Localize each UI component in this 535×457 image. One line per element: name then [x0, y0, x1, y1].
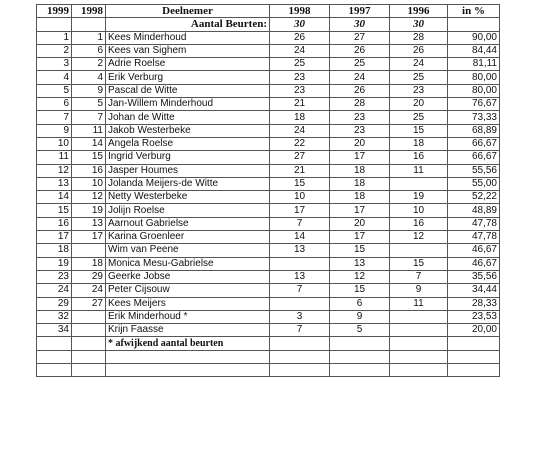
empty-cell [37, 337, 72, 350]
participant-name-cell: Peter Cijsouw [106, 284, 270, 297]
score-1997-cell: 28 [330, 98, 390, 111]
percentage-cell: 84,44 [448, 44, 500, 57]
rank-1998-cell [72, 244, 106, 257]
score-1997-cell: 18 [330, 164, 390, 177]
percentage-cell: 47,78 [448, 217, 500, 230]
score-1998-cell: 14 [270, 231, 330, 244]
rank-1999-cell: 7 [37, 111, 72, 124]
score-1996-cell: 26 [390, 44, 448, 57]
percentage-cell: 46,67 [448, 244, 500, 257]
rank-1999-cell: 32 [37, 310, 72, 323]
score-1998-cell: 27 [270, 151, 330, 164]
subheader-row [37, 18, 500, 31]
percentage-cell: 35,56 [448, 270, 500, 283]
rank-1999-cell: 9 [37, 124, 72, 137]
rank-1998-cell: 14 [72, 137, 106, 150]
score-1996-cell: 24 [390, 58, 448, 71]
percentage-cell: 48,89 [448, 204, 500, 217]
percentage-cell: 46,67 [448, 257, 500, 270]
participant-name-cell: Karina Groenleer [106, 231, 270, 244]
rank-1998-cell: 6 [72, 44, 106, 57]
rank-1998-cell: 19 [72, 204, 106, 217]
empty-row [37, 350, 500, 363]
score-1996-cell: 16 [390, 151, 448, 164]
rank-1998-cell: 7 [72, 111, 106, 124]
table-row [37, 84, 500, 97]
percentage-cell: 76,67 [448, 98, 500, 111]
rank-1999-cell: 34 [37, 324, 72, 337]
empty-cell [448, 18, 500, 31]
score-1998-cell: 13 [270, 244, 330, 257]
rank-1998-cell: 11 [72, 124, 106, 137]
score-1997-cell: 23 [330, 124, 390, 137]
ranking-table [36, 4, 500, 377]
score-1996-cell: 7 [390, 270, 448, 283]
score-1998-cell: 21 [270, 164, 330, 177]
score-1998-cell: 7 [270, 324, 330, 337]
participant-name-cell: Geerke Jobse [106, 270, 270, 283]
col-header-1997: 1997 [330, 5, 390, 18]
score-1998-cell: 22 [270, 137, 330, 150]
score-1997-cell: 18 [330, 177, 390, 190]
rank-1999-cell: 11 [37, 151, 72, 164]
rank-1999-cell: 2 [37, 44, 72, 57]
table-body [37, 31, 500, 337]
rank-1999-cell: 14 [37, 191, 72, 204]
table-row [37, 111, 500, 124]
table-row [37, 177, 500, 190]
empty-row [37, 364, 500, 377]
rank-1999-cell: 4 [37, 71, 72, 84]
participant-name-cell: Kees Minderhoud [106, 31, 270, 44]
score-1996-cell: 9 [390, 284, 448, 297]
table-row [37, 191, 500, 204]
percentage-cell: 55,00 [448, 177, 500, 190]
participant-name-cell: Johan de Witte [106, 111, 270, 124]
rank-1999-cell: 13 [37, 177, 72, 190]
rank-1999-cell: 18 [37, 244, 72, 257]
rank-1999-cell: 3 [37, 58, 72, 71]
score-1997-cell: 18 [330, 191, 390, 204]
score-1996-cell [390, 177, 448, 190]
score-1996-cell: 10 [390, 204, 448, 217]
score-1998-cell: 23 [270, 71, 330, 84]
score-1997-cell: 17 [330, 231, 390, 244]
score-1998-cell [270, 257, 330, 270]
table-row [37, 324, 500, 337]
participant-name-cell: Ingrid Verburg [106, 151, 270, 164]
table-row [37, 164, 500, 177]
rank-1999-cell: 29 [37, 297, 72, 310]
col-header-1998: 1998 [270, 5, 330, 18]
score-1996-cell: 23 [390, 84, 448, 97]
rank-1998-cell: 18 [72, 257, 106, 270]
participant-name-cell: Angela Roelse [106, 137, 270, 150]
score-1998-cell: 13 [270, 270, 330, 283]
table-row [37, 231, 500, 244]
rank-1998-cell: 4 [72, 71, 106, 84]
rank-1999-cell: 17 [37, 231, 72, 244]
participant-name-cell: Erik Minderhoud * [106, 310, 270, 323]
percentage-cell: 52,22 [448, 191, 500, 204]
rank-1999-cell: 19 [37, 257, 72, 270]
score-1996-cell: 25 [390, 71, 448, 84]
rank-1999-cell: 1 [37, 31, 72, 44]
rank-1999-cell: 10 [37, 137, 72, 150]
score-1997-cell: 9 [330, 310, 390, 323]
footnote-row [37, 337, 500, 350]
empty-cell [270, 337, 330, 350]
rank-1998-cell: 17 [72, 231, 106, 244]
percentage-cell: 81,11 [448, 58, 500, 71]
col-header-percent: in % [448, 5, 500, 18]
header-row [37, 5, 500, 18]
rank-1999-cell: 23 [37, 270, 72, 283]
score-1998-cell: 24 [270, 124, 330, 137]
rank-1999-cell: 24 [37, 284, 72, 297]
aantal-beurten-label: Aantal Beurten: [106, 18, 270, 31]
score-1998-cell: 7 [270, 284, 330, 297]
table-row [37, 71, 500, 84]
empty-cell [330, 337, 390, 350]
percentage-cell: 34,44 [448, 284, 500, 297]
col-header-1998-rank: 1998 [72, 5, 106, 18]
table-row [37, 297, 500, 310]
aantal-beurten-1996: 30 [390, 18, 448, 31]
percentage-cell: 90,00 [448, 31, 500, 44]
col-header-1999-rank: 1999 [37, 5, 72, 18]
rank-1998-cell [72, 324, 106, 337]
percentage-cell: 68,89 [448, 124, 500, 137]
table-row [37, 124, 500, 137]
score-1996-cell: 12 [390, 231, 448, 244]
rank-1998-cell: 27 [72, 297, 106, 310]
percentage-cell: 80,00 [448, 84, 500, 97]
percentage-cell: 66,67 [448, 151, 500, 164]
col-header-1996: 1996 [390, 5, 448, 18]
empty-cell [390, 337, 448, 350]
percentage-cell: 55,56 [448, 164, 500, 177]
participant-name-cell: Wim van Peene [106, 244, 270, 257]
participant-name-cell: Jolijn Roelse [106, 204, 270, 217]
percentage-cell: 28,33 [448, 297, 500, 310]
table-row [37, 244, 500, 257]
percentage-cell: 20,00 [448, 324, 500, 337]
score-1997-cell: 6 [330, 297, 390, 310]
participant-name-cell: Pascal de Witte [106, 84, 270, 97]
rank-1998-cell: 2 [72, 58, 106, 71]
rank-1998-cell [72, 310, 106, 323]
participant-name-cell: Monica Mesu-Gabrielse [106, 257, 270, 270]
rank-1999-cell: 6 [37, 98, 72, 111]
score-1998-cell: 10 [270, 191, 330, 204]
score-1997-cell: 15 [330, 244, 390, 257]
table-row [37, 284, 500, 297]
participant-name-cell: Jan-Willem Minderhoud [106, 98, 270, 111]
participant-name-cell: Erik Verburg [106, 71, 270, 84]
score-1998-cell: 7 [270, 217, 330, 230]
score-1997-cell: 25 [330, 58, 390, 71]
footnote-text: * afwijkend aantal beurten [106, 337, 270, 350]
rank-1999-cell: 16 [37, 217, 72, 230]
score-1996-cell: 15 [390, 124, 448, 137]
empty-cell [72, 18, 106, 31]
participant-name-cell: Jakob Westerbeke [106, 124, 270, 137]
score-1997-cell: 17 [330, 151, 390, 164]
participant-name-cell: Adrie Roelse [106, 58, 270, 71]
participant-name-cell: Netty Westerbeke [106, 191, 270, 204]
empty-cell [72, 337, 106, 350]
table-row [37, 98, 500, 111]
score-1998-cell: 23 [270, 84, 330, 97]
score-1998-cell: 25 [270, 58, 330, 71]
participant-name-cell: Kees Meijers [106, 297, 270, 310]
rank-1998-cell: 5 [72, 98, 106, 111]
participant-name-cell: Kees van Sighem [106, 44, 270, 57]
score-1998-cell: 26 [270, 31, 330, 44]
aantal-beurten-1998: 30 [270, 18, 330, 31]
table-row [37, 217, 500, 230]
score-1997-cell: 26 [330, 44, 390, 57]
score-1997-cell: 17 [330, 204, 390, 217]
score-1998-cell [270, 297, 330, 310]
rank-1998-cell: 29 [72, 270, 106, 283]
table-row [37, 310, 500, 323]
score-1997-cell: 27 [330, 31, 390, 44]
rank-1998-cell: 13 [72, 217, 106, 230]
table-row [37, 204, 500, 217]
empty-cell [448, 337, 500, 350]
percentage-cell: 66,67 [448, 137, 500, 150]
table-row [37, 137, 500, 150]
col-header-deelnemer: Deelnemer [106, 5, 270, 18]
table-row [37, 257, 500, 270]
score-1997-cell: 12 [330, 270, 390, 283]
score-1998-cell: 17 [270, 204, 330, 217]
score-1996-cell [390, 310, 448, 323]
empty-cell [37, 18, 72, 31]
percentage-cell: 73,33 [448, 111, 500, 124]
score-1998-cell: 21 [270, 98, 330, 111]
rank-1998-cell: 24 [72, 284, 106, 297]
score-1998-cell: 24 [270, 44, 330, 57]
score-1996-cell [390, 324, 448, 337]
score-1996-cell: 18 [390, 137, 448, 150]
participant-name-cell: Krijn Faasse [106, 324, 270, 337]
rank-1998-cell: 16 [72, 164, 106, 177]
score-1996-cell: 20 [390, 98, 448, 111]
score-1996-cell: 11 [390, 297, 448, 310]
score-1997-cell: 24 [330, 71, 390, 84]
participant-name-cell: Aarnout Gabrielse [106, 217, 270, 230]
score-1998-cell: 15 [270, 177, 330, 190]
table-row [37, 58, 500, 71]
score-1996-cell: 28 [390, 31, 448, 44]
score-1998-cell: 3 [270, 310, 330, 323]
score-1997-cell: 15 [330, 284, 390, 297]
score-1996-cell: 16 [390, 217, 448, 230]
score-1996-cell: 15 [390, 257, 448, 270]
score-1998-cell: 18 [270, 111, 330, 124]
percentage-cell: 23,53 [448, 310, 500, 323]
rank-1999-cell: 15 [37, 204, 72, 217]
score-1997-cell: 5 [330, 324, 390, 337]
percentage-cell: 47,78 [448, 231, 500, 244]
score-1997-cell: 26 [330, 84, 390, 97]
rank-1998-cell: 12 [72, 191, 106, 204]
score-1996-cell: 11 [390, 164, 448, 177]
score-1997-cell: 20 [330, 217, 390, 230]
table-row [37, 44, 500, 57]
table-row [37, 270, 500, 283]
rank-1998-cell: 1 [72, 31, 106, 44]
percentage-cell: 80,00 [448, 71, 500, 84]
table-row [37, 151, 500, 164]
participant-name-cell: Jolanda Meijers-de Witte [106, 177, 270, 190]
score-1997-cell: 23 [330, 111, 390, 124]
rank-1998-cell: 9 [72, 84, 106, 97]
participant-name-cell: Jasper Houmes [106, 164, 270, 177]
table-row [37, 31, 500, 44]
score-1997-cell: 13 [330, 257, 390, 270]
score-1996-cell: 25 [390, 111, 448, 124]
rank-1999-cell: 12 [37, 164, 72, 177]
rank-1999-cell: 5 [37, 84, 72, 97]
score-1996-cell [390, 244, 448, 257]
rank-1998-cell: 15 [72, 151, 106, 164]
rank-1998-cell: 10 [72, 177, 106, 190]
aantal-beurten-1997: 30 [330, 18, 390, 31]
score-1997-cell: 20 [330, 137, 390, 150]
score-1996-cell: 19 [390, 191, 448, 204]
